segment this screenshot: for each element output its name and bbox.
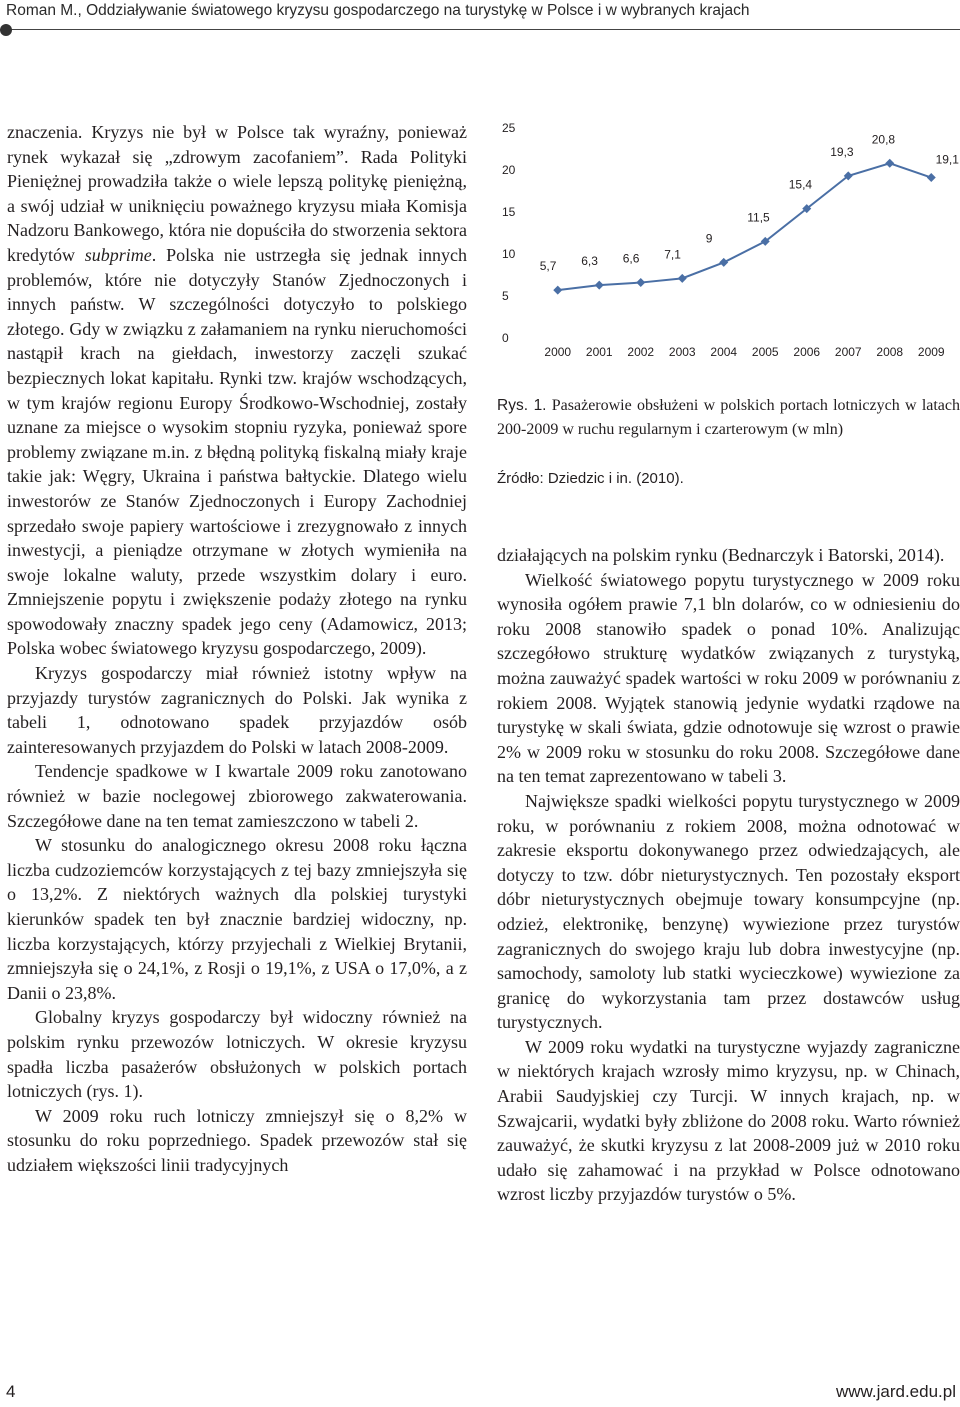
italic-term: subprime	[84, 244, 152, 265]
x-tick-label: 2003	[668, 345, 696, 359]
figure-1-chart	[490, 118, 960, 378]
journal-url[interactable]: www.jard.edu.pl	[835, 1382, 956, 1401]
figure-caption	[497, 394, 960, 442]
left-paragraph-1: znaczenia. Kryzys nie był w Polsce tak wyraźny, ponieważ rynek wykazał się „zdrowym zacofaniem”. Rada Polityki Pieniężnej prowadziła także o wiele lepszą politykę pieniężną, a swój udział w uniknięciu poważnego kryzysu miała Komisja Nadzoru Bankowego, która nie dopuściła do stworzenia sektora kredytów subprime. Polska nie ustrzegła się jednak innych problemów, które nie dotyczyły Stanów Zjednoczonych i innych państw. W szczególności dotyczyło to polskiego złotego. Gdy w związku z załamaniem na rynku nieruchomości nastąpił krach na giełdach, inwestorzy zaczęli szukać bezpiecznych lokat kapitału. Rynki tzw. krajów wschodzących, w tym krajów regionu Europy Środkowo-Wschodniej, zostały uznane za miejsce o wysokim stopniu ryzyka, ponieważ spore problemy związane m.in. z błędną polityką fiskalną miały kraje takie jak: Węgry, Ukraina i państwa bałtyckie. Dlatego wielu inwestorów ze Stanów Zjednoczonych i Europy Zachodniej sprzedało swoje papiery wartościowe i zrezygnowało z innych inwestycji, a pieniądze otrzymane w złotych wymieniła na swoje lokalne waluty, przede wszystkim dolary i euro. Zmniejszenie popytu i zwiększenie podaży złotego na rynku spowodowały znaczny spadek jego ceny (Adamowicz, 2013; Polska wobec światowego kryzysu gospodarczego, 2009).	[7, 122, 467, 659]
running-header	[0, 0, 960, 30]
left-paragraph-6: W 2009 roku ruch lotniczy zmniejszył się o 8,2% w stosunku do roku poprzedniego. Spadek przewozów stał się udziałem większości linii tradycyjnych	[7, 1105, 467, 1175]
x-tick-label: 2005	[751, 345, 779, 359]
y-tick-label: 5	[502, 289, 509, 303]
data-label: 7,1	[664, 247, 681, 262]
left-paragraph-2: Kryzys gospodarczy miał również istotny wpływ na przyjazdy turystów zagranicznych do Polski. Jak wynika z tabeli 1, odnotowano spadek przyjazdów osób zainteresowanych przyjazdem do Polski w latach 2008-2009.	[7, 663, 467, 757]
y-tick-label: 0	[502, 331, 509, 345]
right-paragraph-4: W 2009 roku wydatki na turystyczne wyjazdy zagraniczne w niektórych krajach wzrosły mimo kryzysu, np. w Chinach, Arabii Saudyjskiej czy Turcji. W innych krajach, np. w Szwajcarii, wydatki były zbliżone do 2008 roku. Warto również zauważyć, że skutki kryzysu z lat 2008-2009 już w 2010 roku udało się zahamować i na przykład w Polsce odnotowano wzrost liczby przyjazdów turystów o 5%.	[497, 1036, 960, 1205]
figure-label: Rys. 1.	[497, 397, 547, 414]
x-tick-label: 2007	[834, 345, 862, 359]
y-tick-label: 10	[502, 247, 516, 261]
data-point	[553, 286, 562, 295]
left-paragraph-3: Tendencje spadkowe w I kwartale 2009 roku zanotowano również w bazie noclegowej zbiorowego zakwaterowania. Szczegółowe dane na ten temat zamieszczono w tabeli 2.	[7, 761, 467, 831]
x-tick-label: 2002	[627, 345, 655, 359]
page-number: 4	[6, 1382, 16, 1401]
figure-caption-text: Pasażerowie obsłużeni w polskich portach lotniczych w latach 200-2009 w ruchu regularnym i czarterowym (w mln)	[497, 397, 960, 438]
header-bullet	[0, 24, 12, 36]
data-label: 15,4	[788, 177, 813, 192]
figure-source: Źródło: Dziedzic i in. (2010).	[497, 470, 684, 487]
left-column	[7, 120, 467, 1178]
data-label: 11,5	[747, 210, 770, 225]
right-paragraph-3: Największe spadki wielkości popytu turystycznego w 2009 roku, w porównaniu z rokiem 2008, można odnotować w zakresie eksportu dokonywanego przez odwiedzających, ale dotyczy to tzw. dóbr nieturystycznych. Ten pozostały eksport dóbr nieturystycznych obejmuje towary konsumpcyjne (np. odzież, elektronikę, benzynę) wywiezione przez turystów zagranicznych do swojego kraju lub dobra inwestycyjne (np. samochody, samoloty lub statki wycieczkowe) wywiezione za granicę do wykorzystania tam przez dostawców usług turystycznych.	[497, 790, 960, 1033]
chart-svg	[490, 118, 960, 378]
data-label: 6,6	[622, 251, 640, 266]
data-label: 5,7	[539, 259, 557, 274]
data-label: 6,3	[581, 254, 598, 269]
header-rule	[6, 29, 960, 30]
header-title: Roman M., Oddziaływanie światowego kryzysu gospodarczego na turystykę w Polsce i w wybranych krajach	[6, 2, 750, 19]
x-tick-label: 2006	[793, 345, 821, 359]
data-point	[927, 173, 936, 182]
y-tick-label: 25	[502, 121, 516, 135]
right-paragraph-1: działających na polskim rynku (Bednarczyk i Batorski, 2014).	[497, 545, 945, 565]
left-paragraph-4: W stosunku do analogicznego okresu 2008 roku łączna liczba cudzoziemców korzystających z tej bazy zmniejszyła się o 13,2%. Z niektórych ważnych dla polskiej turystyki kierunków spadek ten był znacznie bardziej widoczny, np. liczba korzystających, którzy przyjechali z Wielkiej Brytanii, zmniejszyła się o 24,1%, z Rosji o 19,1%, z USA o 17,0%, a z Danii o 23,8%.	[7, 835, 467, 1003]
x-tick-label: 2001	[585, 345, 613, 359]
right-column	[497, 543, 960, 1207]
data-point	[595, 281, 604, 290]
x-tick-label: 2008	[876, 345, 904, 359]
line-chart	[490, 118, 960, 378]
data-point	[885, 159, 894, 168]
y-tick-label: 15	[502, 205, 516, 219]
x-tick-label: 2009	[917, 345, 945, 359]
data-label: 19,3	[830, 144, 854, 159]
data-point	[678, 274, 687, 283]
series-line	[558, 163, 932, 290]
data-label: 19,1	[935, 152, 959, 167]
y-tick-label: 20	[502, 163, 516, 177]
data-label: 20,8	[871, 132, 896, 147]
x-tick-label: 2000	[544, 345, 572, 359]
page-footer	[0, 1380, 960, 1407]
left-paragraph-5: Globalny kryzys gospodarczy był widoczny również na polskim rynku przewozów lotniczych. W okresie kryzysu spadła liczba pasażerów obsłużonych w polskich portach lotniczych (rys. 1).	[7, 1007, 467, 1102]
right-paragraph-2: Wielkość światowego popytu turystycznego w 2009 roku wynosiła ogółem prawie 7,1 bln dolarów, co w odniesieniu do roku 2008 stanowiło spadek o ponad 10%. Analizując szczegółowo strukturę wydatków związanych z turystyką, można zauważyć spadek wartości w roku 2009 w porównaniu z rokiem 2008. Wyjątek stanowią jedynie wydatki rządowe na turystykę w skali świata, gdzie odnotowuje się wzrost o prawie 2% w 2009 roku w stosunku do roku 2008. Szczegółowe dane na ten temat zaprezentowano w tabeli 3.	[497, 569, 960, 787]
data-point	[719, 258, 728, 267]
x-tick-label: 2004	[710, 345, 738, 359]
data-point	[636, 278, 645, 287]
data-label: 9	[705, 231, 713, 246]
